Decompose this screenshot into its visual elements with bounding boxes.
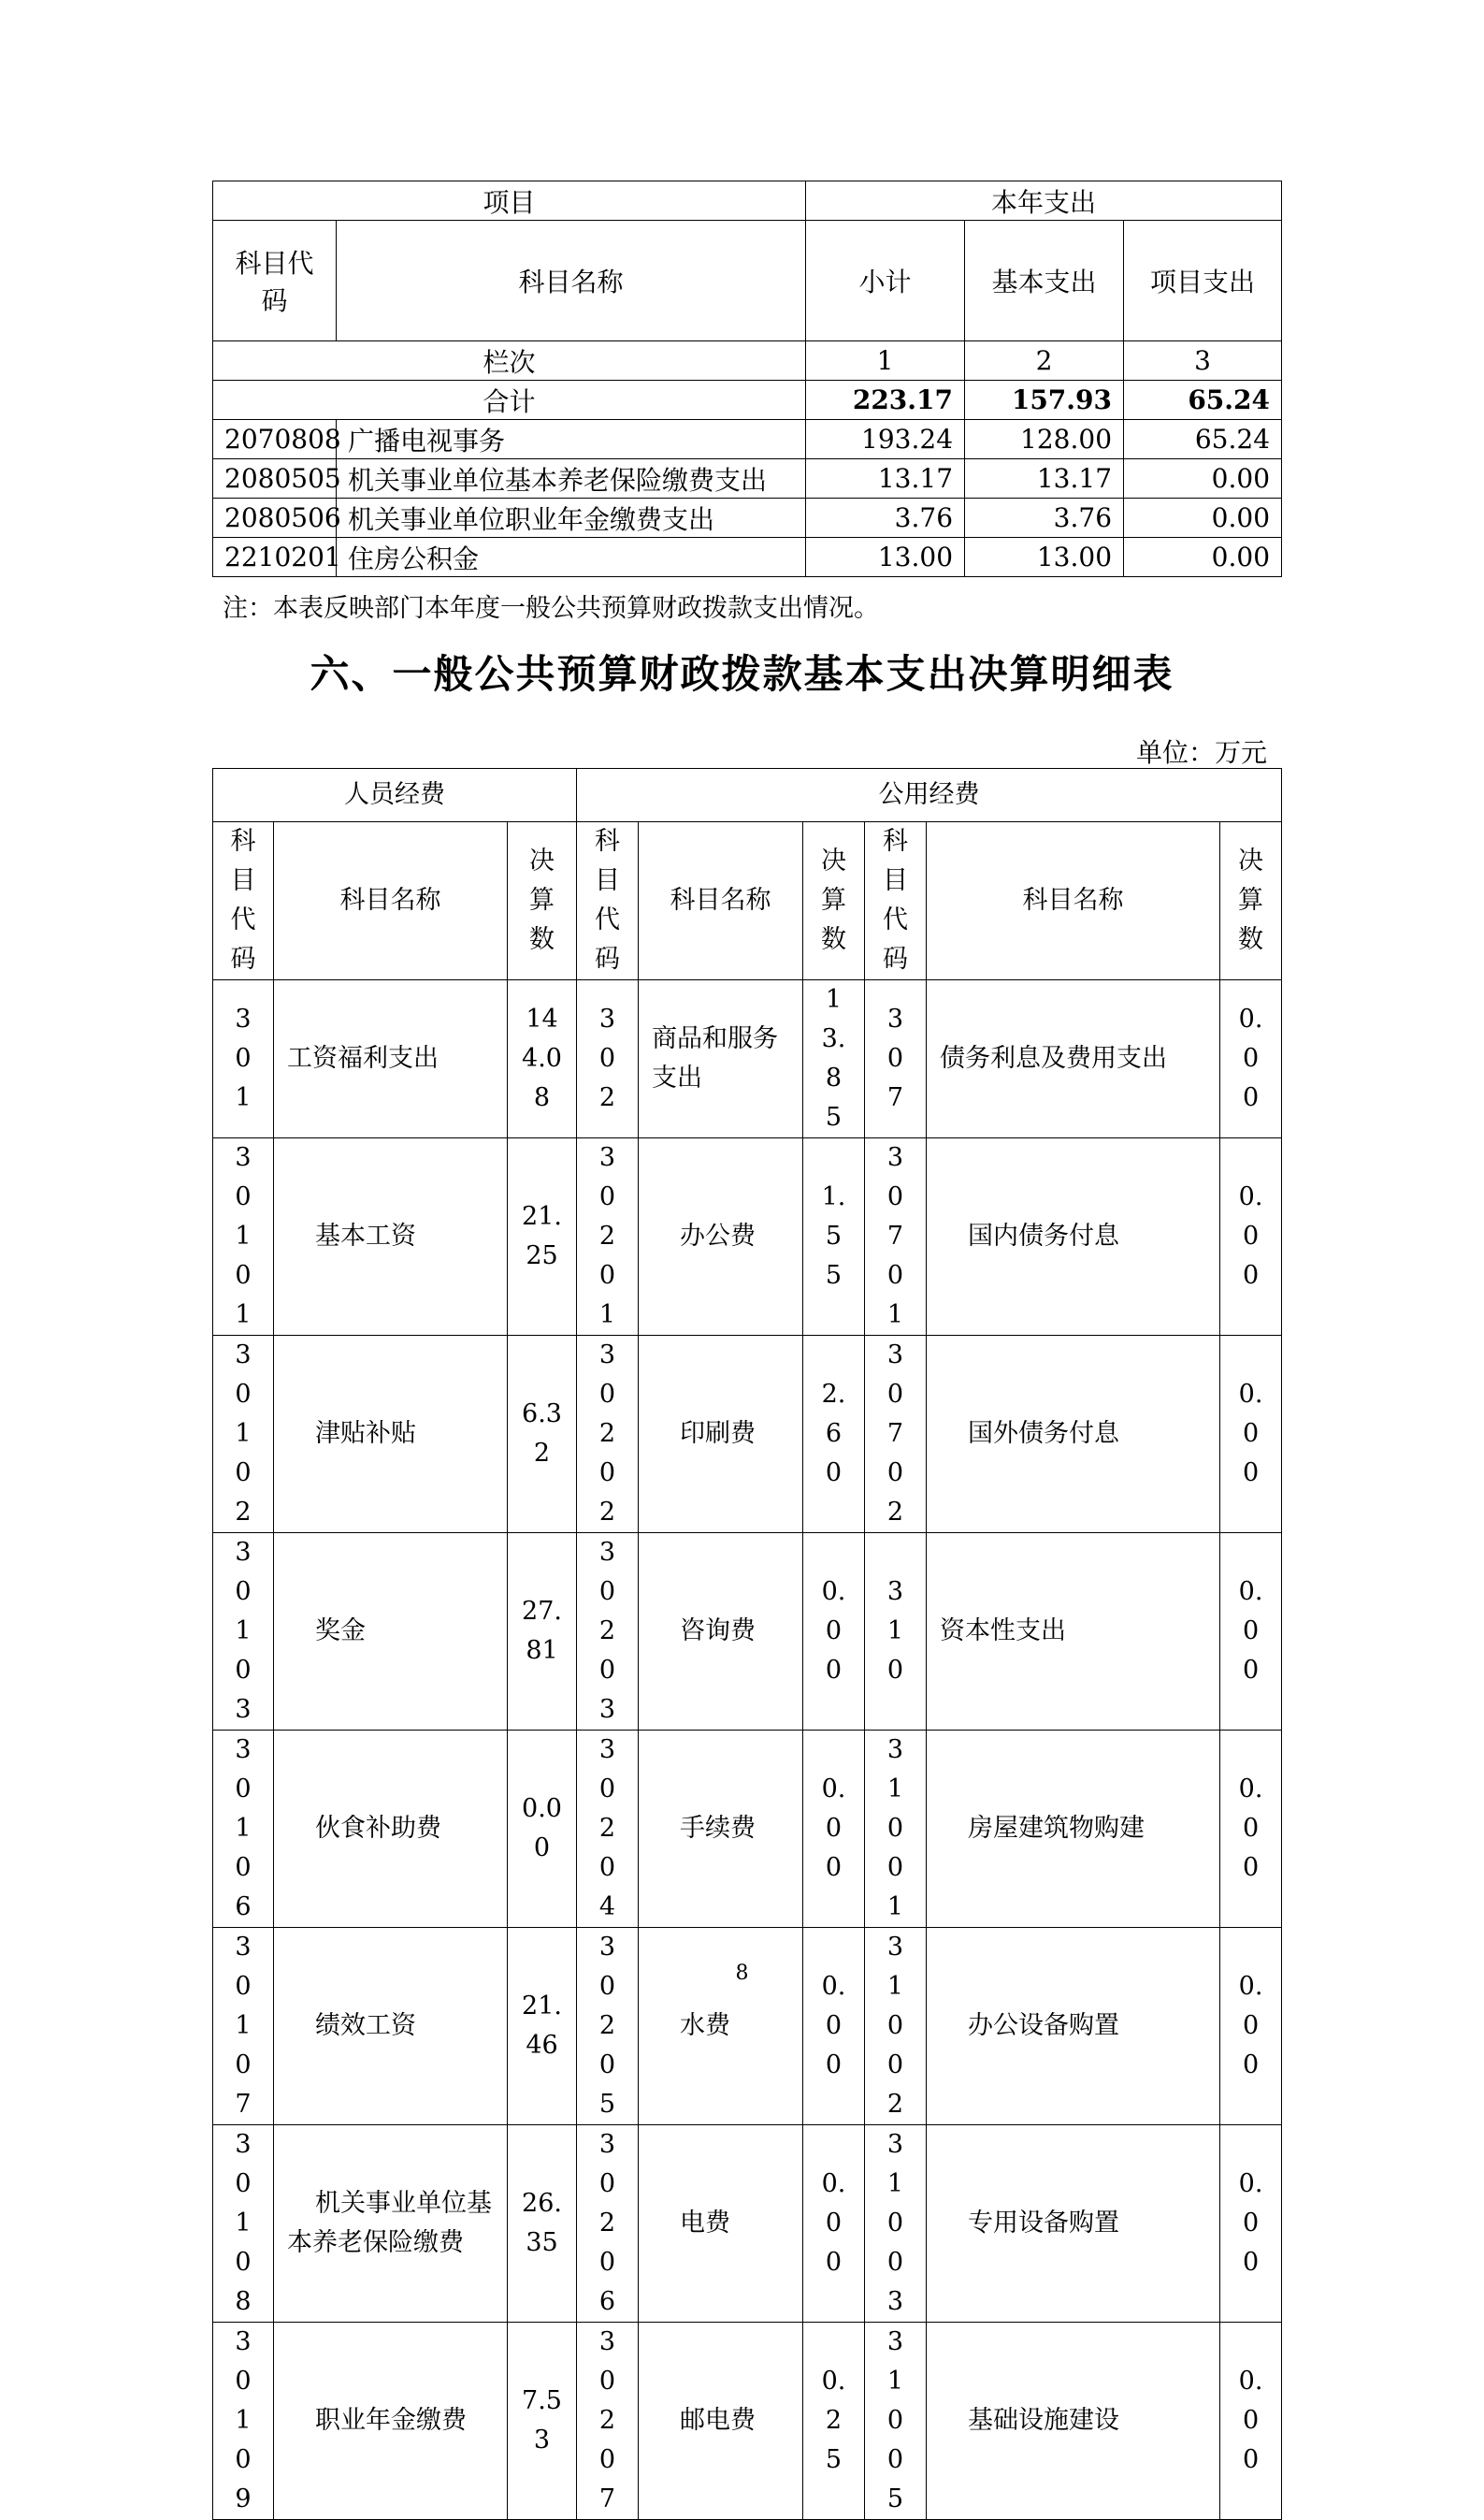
col-basic-header: 基本支出: [965, 221, 1124, 341]
item-amount: [1220, 1138, 1282, 1336]
item-amount: [1220, 2323, 1282, 2520]
item-amount: [803, 980, 865, 1138]
item-name: 绩效工资: [274, 1928, 508, 2125]
item-code: [577, 1336, 639, 1533]
item-code: [865, 1138, 927, 1336]
row-basic: 128.00: [965, 420, 1124, 459]
total-subtotal: 223.17: [806, 381, 965, 420]
row-name: 机关事业单位基本养老保险缴费支出: [337, 459, 806, 499]
item-name: 国内债务付息: [927, 1138, 1220, 1336]
item-code-text: 30205: [598, 1933, 616, 2119]
item-name: 债务利息及费用支出: [927, 980, 1220, 1138]
item-code: [577, 2125, 639, 2323]
item-code-text: 30201: [598, 1143, 616, 1329]
row-project: 65.24: [1124, 420, 1282, 459]
item-code-text: 30207: [598, 2327, 616, 2513]
item-amount: [508, 1928, 577, 2125]
item-code: [865, 1336, 927, 1533]
row-subtotal: 13.00: [806, 538, 965, 577]
item-amount-text: 0.00: [522, 1794, 562, 1862]
column-row-label: 栏次: [213, 341, 806, 381]
table-row: [213, 2125, 1282, 2323]
item-code-text: 30107: [235, 1933, 252, 2119]
item-name: 资本性支出: [927, 1533, 1220, 1731]
table-row: [213, 1336, 1282, 1533]
col-amount-header: 决算数: [1238, 847, 1264, 954]
item-code: [577, 1138, 639, 1336]
row-name: 住房公积金: [337, 538, 806, 577]
item-amount-text: 26.35: [522, 2189, 562, 2257]
item-amount: [508, 1533, 577, 1731]
row-code: 2210201: [213, 538, 337, 577]
item-amount: [1220, 1533, 1282, 1731]
item-name: 工资福利支出: [274, 980, 508, 1138]
item-name: 水费: [639, 1928, 803, 2125]
item-code-text: 30109: [235, 2327, 252, 2513]
page-number: 8: [735, 1962, 749, 1985]
item-amount: [1220, 1731, 1282, 1928]
item-code: [213, 2125, 274, 2323]
item-code-text: 30108: [235, 2130, 252, 2316]
table-row: [213, 499, 1282, 538]
item-name: 邮电费: [639, 2323, 803, 2520]
basic-expenditure-detail-table: [212, 768, 1282, 2520]
item-amount-text: 0.00: [1238, 1774, 1263, 1882]
item-code: [865, 1533, 927, 1731]
item-amount-text: 0.00: [1238, 1380, 1263, 1487]
item-code: [865, 2323, 927, 2520]
item-name: 手续费: [639, 1731, 803, 1928]
item-name: 印刷费: [639, 1336, 803, 1533]
table-row: [213, 2323, 1282, 2520]
item-code: [213, 1138, 274, 1336]
item-amount-text: 0.25: [821, 2367, 846, 2474]
item-name: 国外债务付息: [927, 1336, 1220, 1533]
col-amount-header: 决算数: [821, 847, 847, 954]
total-label: 合计: [213, 381, 806, 420]
col-code-header: 科目代码: [213, 221, 337, 341]
item-code-text: 301: [235, 1005, 252, 1112]
item-name: 专用设备购置: [927, 2125, 1220, 2323]
col-code-header: 科目代码: [595, 827, 621, 974]
item-code-text: 302: [598, 1005, 616, 1112]
row-code: 2080505: [213, 459, 337, 499]
col-subtotal-header: 小计: [806, 221, 965, 341]
item-code: [865, 2125, 927, 2323]
item-amount: [508, 1336, 577, 1533]
row-code: 2070808: [213, 420, 337, 459]
item-name: 津贴补贴: [274, 1336, 508, 1533]
item-amount: [1220, 1928, 1282, 2125]
item-name: 电费: [639, 2125, 803, 2323]
table-row: [213, 1138, 1282, 1336]
item-code-text: 31002: [886, 1933, 904, 2119]
section-title: 六、一般公共预算财政拨款基本支出决算明细表: [310, 651, 1174, 697]
total-project: 65.24: [1124, 381, 1282, 420]
item-amount-text: 1.55: [821, 1182, 846, 1290]
item-code-text: 30106: [235, 1735, 252, 1921]
expenditure-table: [212, 181, 1282, 577]
item-code-text: 30206: [598, 2130, 616, 2316]
item-name: 办公设备购置: [927, 1928, 1220, 2125]
item-code: [577, 1533, 639, 1731]
table-row: [213, 1533, 1282, 1731]
item-code-text: 30202: [598, 1340, 616, 1527]
item-amount-text: 0.00: [1238, 2367, 1263, 2474]
item-code-text: 30101: [235, 1143, 252, 1329]
table-note: 注：本表反映部门本年度一般公共预算财政拨款支出情况。: [223, 594, 879, 623]
item-amount: [508, 2125, 577, 2323]
item-code: [577, 980, 639, 1138]
item-code: [213, 1336, 274, 1533]
row-basic: 13.17: [965, 459, 1124, 499]
item-amount-text: 27.81: [522, 1597, 562, 1665]
public-header: 公用经费: [577, 769, 1282, 822]
personnel-header: 人员经费: [213, 769, 577, 822]
item-code: [865, 1731, 927, 1928]
col-code-header: 科目代码: [883, 827, 909, 974]
item-code: [865, 1928, 927, 2125]
item-amount: [803, 1928, 865, 2125]
item-amount-text: 0.00: [821, 1774, 846, 1882]
item-name: 基础设施建设: [927, 2323, 1220, 2520]
item-amount-text: 0.00: [1238, 2169, 1263, 2277]
item-amount: [1220, 980, 1282, 1138]
item-name: 机关事业单位基本养老保险缴费: [274, 2125, 508, 2323]
item-code: [577, 1928, 639, 2125]
item-name: 办公费: [639, 1138, 803, 1336]
item-code: [213, 2323, 274, 2520]
item-name: 伙食补助费: [274, 1731, 508, 1928]
row-subtotal: 13.17: [806, 459, 965, 499]
item-amount-text: 0.00: [1238, 1182, 1263, 1290]
item-amount-text: 2.60: [821, 1380, 846, 1487]
total-basic: 157.93: [965, 381, 1124, 420]
col-name-header: 科目名称: [274, 822, 508, 980]
item-amount-text: 0.00: [1238, 1972, 1263, 2079]
item-name: 基本工资: [274, 1138, 508, 1336]
table-row: [213, 1731, 1282, 1928]
item-amount-text: 13.85: [821, 985, 846, 1132]
item-code-text: 30203: [598, 1538, 616, 1724]
item-amount: [508, 1138, 577, 1336]
item-code: [865, 980, 927, 1138]
row-subtotal: 3.76: [806, 499, 965, 538]
item-amount-text: 0.00: [1238, 1577, 1263, 1685]
item-name: 奖金: [274, 1533, 508, 1731]
col-name-header: 科目名称: [639, 822, 803, 980]
item-amount-text: 0.00: [821, 1577, 846, 1685]
item-name: 商品和服务支出: [639, 980, 803, 1138]
unit-label: 单位：万元: [1135, 737, 1267, 768]
item-name: 咨询费: [639, 1533, 803, 1731]
col-amount-header: 决算数: [529, 847, 555, 954]
item-amount-text: 21.46: [522, 1991, 562, 2060]
item-code: [213, 1533, 274, 1731]
item-amount-text: 6.32: [522, 1399, 562, 1468]
col-project-header: 项目支出: [1124, 221, 1282, 341]
row-basic: 13.00: [965, 538, 1124, 577]
item-amount: [1220, 2125, 1282, 2323]
item-amount-text: 7.53: [522, 2386, 562, 2455]
item-amount: [1220, 1336, 1282, 1533]
item-amount: [803, 1138, 865, 1336]
col-num: 1: [806, 341, 965, 381]
row-project: 0.00: [1124, 538, 1282, 577]
item-code-text: 31001: [886, 1735, 904, 1921]
item-amount: [803, 1731, 865, 1928]
item-amount: [803, 1336, 865, 1533]
item-amount-text: 21.25: [522, 1202, 562, 1270]
row-subtotal: 193.24: [806, 420, 965, 459]
item-code: [213, 1928, 274, 2125]
col-num: 3: [1124, 341, 1282, 381]
item-name: 职业年金缴费: [274, 2323, 508, 2520]
row-code: 2080506: [213, 499, 337, 538]
item-code-text: 307: [886, 1005, 904, 1112]
row-project: 0.00: [1124, 459, 1282, 499]
item-code-text: 31005: [886, 2327, 904, 2513]
row-name: 广播电视事务: [337, 420, 806, 459]
item-amount-text: 144.08: [522, 1005, 562, 1112]
item-amount-text: 0.00: [821, 2169, 846, 2277]
item-name: 房屋建筑物购建: [927, 1731, 1220, 1928]
table-row: [213, 420, 1282, 459]
table-row: [213, 538, 1282, 577]
item-code-text: 30702: [886, 1340, 904, 1527]
header-item: 项目: [213, 181, 806, 221]
table-row: [213, 459, 1282, 499]
row-basic: 3.76: [965, 499, 1124, 538]
col-name-header: 科目名称: [337, 221, 806, 341]
item-code-text: 310: [886, 1577, 904, 1685]
item-amount: [803, 1533, 865, 1731]
item-amount: [508, 980, 577, 1138]
row-project: 0.00: [1124, 499, 1282, 538]
item-code-text: 30102: [235, 1340, 252, 1527]
item-code-text: 30103: [235, 1538, 252, 1724]
item-code: [213, 980, 274, 1138]
row-name: 机关事业单位职业年金缴费支出: [337, 499, 806, 538]
item-code-text: 31003: [886, 2130, 904, 2316]
item-code: [577, 1731, 639, 1928]
item-amount-text: 0.00: [821, 1972, 846, 2079]
item-amount-text: 0.00: [1238, 1005, 1263, 1112]
item-code-text: 30701: [886, 1143, 904, 1329]
item-amount: [508, 1731, 577, 1928]
table-row: [213, 980, 1282, 1138]
item-code: [577, 2323, 639, 2520]
item-amount: [803, 2323, 865, 2520]
col-name-header: 科目名称: [927, 822, 1220, 980]
table-row: [213, 1928, 1282, 2125]
col-code-header: 科目代码: [230, 827, 256, 974]
item-amount: [508, 2323, 577, 2520]
item-code: [213, 1731, 274, 1928]
header-year: 本年支出: [806, 181, 1282, 221]
item-code-text: 30204: [598, 1735, 616, 1921]
item-amount: [803, 2125, 865, 2323]
col-num: 2: [965, 341, 1124, 381]
